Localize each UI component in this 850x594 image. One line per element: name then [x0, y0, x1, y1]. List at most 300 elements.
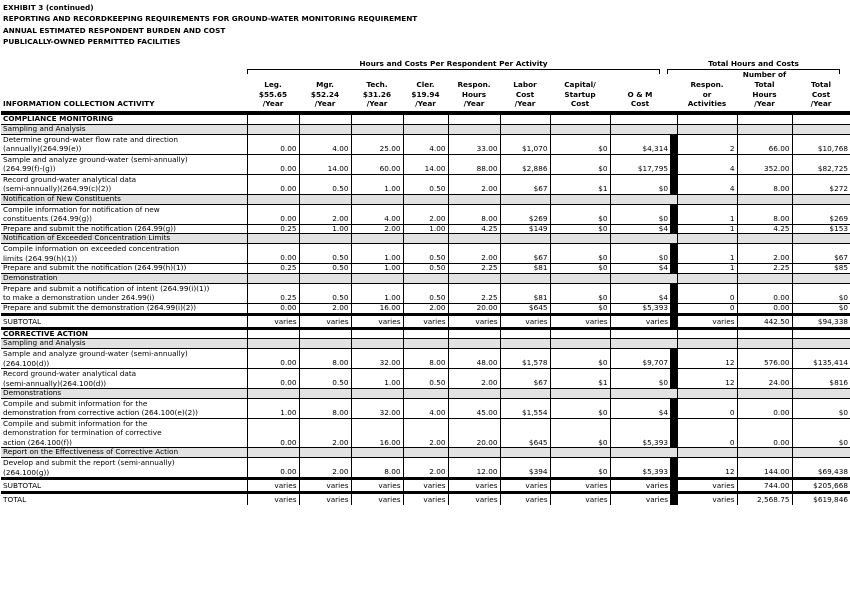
- table-cell: [247, 234, 299, 244]
- table-cell: 4.00: [299, 134, 351, 154]
- table-cell: varies: [448, 493, 500, 506]
- table-cell: $0: [550, 264, 610, 274]
- table-cell: $81: [500, 283, 550, 303]
- table-cell: $135,414: [792, 349, 850, 369]
- table-cell: $645: [500, 303, 550, 314]
- table-cell: 2: [677, 134, 737, 154]
- activity-row: [1, 174, 850, 194]
- table-cell: $0: [550, 154, 610, 174]
- table-cell: 1.00: [403, 224, 448, 234]
- table-cell: [500, 113, 550, 124]
- section-label: CORRECTIVE ACTION: [1, 328, 247, 339]
- table-cell: [550, 194, 610, 204]
- table-cell: varies: [299, 314, 351, 328]
- column-divider: [670, 124, 677, 134]
- table-cell: [677, 328, 737, 339]
- table-cell: [403, 113, 448, 124]
- table-cell: [500, 389, 550, 399]
- table-cell: $0: [792, 398, 850, 418]
- activity-row: [1, 244, 850, 264]
- table-cell: [500, 339, 550, 349]
- table-cell: 1: [677, 244, 737, 264]
- column-divider: [670, 458, 677, 479]
- subsection-label: Sampling and Analysis: [1, 339, 247, 349]
- subsection-label: Sampling and Analysis: [1, 124, 247, 134]
- table-cell: 0.50: [403, 174, 448, 194]
- activity-label-line: Determine ground-water flow rate and direction: [3, 134, 178, 144]
- table-cell: [351, 234, 403, 244]
- table-cell: varies: [550, 479, 610, 493]
- activity-row: [1, 458, 850, 479]
- section-label: COMPLIANCE MONITORING: [1, 113, 247, 124]
- activity-label-line: (semi-annually)(264.100(d)): [3, 378, 107, 388]
- table-cell: [351, 389, 403, 399]
- column-divider: [670, 493, 677, 506]
- column-divider: [670, 194, 677, 204]
- column-divider: [670, 224, 677, 234]
- activity-label: [1, 134, 247, 154]
- table-cell: varies: [677, 493, 737, 506]
- table-cell: [247, 448, 299, 458]
- table-cell: 2.00: [403, 458, 448, 479]
- table-cell: 0: [677, 283, 737, 303]
- table-cell: 2.00: [448, 244, 500, 264]
- table-cell: [610, 194, 670, 204]
- table-cell: $67: [792, 244, 850, 264]
- table-cell: varies: [299, 479, 351, 493]
- table-cell: 8.00: [737, 204, 792, 224]
- table-cell: $17,795: [610, 154, 670, 174]
- table-cell: $67: [500, 244, 550, 264]
- table-cell: varies: [550, 314, 610, 328]
- table-cell: $1,070: [500, 134, 550, 154]
- table-cell: [351, 194, 403, 204]
- table-cell: [448, 234, 500, 244]
- activity-row: [1, 134, 850, 154]
- table-cell: varies: [500, 479, 550, 493]
- table-cell: varies: [351, 314, 403, 328]
- activity-label: [1, 264, 247, 274]
- table-cell: $0: [792, 283, 850, 303]
- table-cell: $394: [500, 458, 550, 479]
- table-cell: varies: [610, 493, 670, 506]
- subsection-label: Notification of New Constituents: [1, 194, 247, 204]
- table-cell: 0.00: [247, 204, 299, 224]
- table-cell: $4,314: [610, 134, 670, 154]
- column-divider: [670, 244, 677, 264]
- activity-row: [1, 283, 850, 303]
- table-cell: 45.00: [448, 398, 500, 418]
- table-body: [1, 113, 850, 505]
- table-cell: 144.00: [737, 458, 792, 479]
- table-cell: [500, 448, 550, 458]
- table-cell: [247, 124, 299, 134]
- table-cell: 16.00: [351, 303, 403, 314]
- table-cell: [351, 273, 403, 283]
- table-cell: varies: [247, 314, 299, 328]
- table-cell: [299, 448, 351, 458]
- table-cell: [792, 234, 850, 244]
- activity-row: [1, 418, 850, 448]
- table-cell: 16.00: [351, 418, 403, 448]
- table-cell: varies: [403, 314, 448, 328]
- col-labor-cost: Labor Cost /Year: [513, 79, 537, 109]
- table-cell: $0: [550, 418, 610, 448]
- table-cell: [677, 273, 737, 283]
- section-header-row: [1, 113, 850, 124]
- table-cell: [448, 194, 500, 204]
- group-per-activity: Hours and Costs Per Respondent Per Activity: [359, 59, 548, 68]
- activity-label-line: Develop and submit the report (semi-annually): [3, 458, 175, 468]
- table-cell: 0.00: [737, 283, 792, 303]
- table-cell: 4.00: [403, 398, 448, 418]
- column-divider: [670, 448, 677, 458]
- activity-label-line: (264.100(d)): [3, 358, 50, 368]
- table-cell: [737, 234, 792, 244]
- activity-label-line: (semi-annually)(264.99(c)(2)): [3, 184, 112, 194]
- table-cell: 0.50: [299, 174, 351, 194]
- table-cell: 1: [677, 264, 737, 274]
- column-divider: [670, 204, 677, 224]
- section-header-row: [1, 328, 850, 339]
- table-cell: [299, 113, 351, 124]
- column-divider: [670, 174, 677, 194]
- activity-label-line: Record ground-water analytical data: [3, 369, 137, 379]
- col-gap: [670, 70, 677, 113]
- col-total-hours: Number of Total Hours /Year: [742, 70, 787, 109]
- table-cell: [677, 448, 737, 458]
- table-cell: 60.00: [351, 154, 403, 174]
- activity-label: [1, 458, 247, 479]
- column-divider: [670, 349, 677, 369]
- column-divider: [670, 369, 677, 389]
- table-cell: [500, 273, 550, 283]
- table-cell: 2.00: [299, 418, 351, 448]
- table-cell: $0: [550, 458, 610, 479]
- table-cell: 12: [677, 458, 737, 479]
- activity-label: [1, 369, 247, 389]
- table-cell: varies: [299, 493, 351, 506]
- table-cell: [247, 339, 299, 349]
- subsection-row: [1, 389, 850, 399]
- table-cell: [792, 389, 850, 399]
- subtotal-row: [1, 314, 850, 328]
- table-cell: varies: [610, 314, 670, 328]
- activity-row: [1, 369, 850, 389]
- table-cell: [737, 389, 792, 399]
- activity-row: [1, 398, 850, 418]
- table-cell: 4.25: [737, 224, 792, 234]
- table-cell: [677, 194, 737, 204]
- table-cell: [351, 448, 403, 458]
- table-cell: [299, 194, 351, 204]
- table-cell: [792, 124, 850, 134]
- table-cell: $0: [550, 283, 610, 303]
- table-cell: $0: [610, 174, 670, 194]
- table-cell: 20.00: [448, 418, 500, 448]
- table-cell: [247, 194, 299, 204]
- table-cell: [351, 328, 403, 339]
- activity-label: [1, 204, 247, 224]
- activity-label-line: Compile information for notification of new: [3, 204, 160, 214]
- table-cell: [792, 194, 850, 204]
- col-respondents: Respon. or Activities: [687, 79, 727, 109]
- activity-label-line: to make a demonstration under 264.99(i): [3, 293, 155, 303]
- table-cell: varies: [403, 493, 448, 506]
- table-cell: $81: [500, 264, 550, 274]
- column-divider: [670, 389, 677, 399]
- table-cell: [299, 124, 351, 134]
- column-divider: [670, 234, 677, 244]
- table-cell: $67: [500, 369, 550, 389]
- table-cell: 4.00: [351, 204, 403, 224]
- table-cell: 0.00: [247, 418, 299, 448]
- table-cell: [792, 339, 850, 349]
- table-cell: [500, 328, 550, 339]
- table-cell: 0.00: [247, 369, 299, 389]
- table-cell: 1.00: [351, 283, 403, 303]
- table-cell: varies: [403, 479, 448, 493]
- table-cell: 0.50: [403, 369, 448, 389]
- col-activity: INFORMATION COLLECTION ACTIVITY: [3, 99, 155, 109]
- activity-row: [1, 349, 850, 369]
- table-cell: [792, 113, 850, 124]
- table-cell: $0: [792, 418, 850, 448]
- subsection-label: Report on the Effectiveness of Corrective Action: [1, 448, 247, 458]
- table-cell: $816: [792, 369, 850, 389]
- table-cell: $85: [792, 264, 850, 274]
- table-cell: 66.00: [737, 134, 792, 154]
- table-cell: [610, 448, 670, 458]
- activity-label-line: Record ground-water analytical data: [3, 174, 137, 184]
- table-cell: [550, 113, 610, 124]
- table-cell: [737, 113, 792, 124]
- table-cell: $269: [792, 204, 850, 224]
- column-divider: [670, 328, 677, 339]
- table-cell: 2.00: [299, 204, 351, 224]
- table-cell: 576.00: [737, 349, 792, 369]
- table-cell: varies: [247, 493, 299, 506]
- activity-label-line: limits (264.99(h)(1)): [3, 253, 78, 263]
- activity-label-line: Prepare and submit a notification of intent (264.99(i)(1)): [3, 283, 210, 293]
- table-cell: $0: [792, 303, 850, 314]
- facility-type: PUBLICALLY-OWNED PERMITTED FACILITIES: [3, 36, 181, 46]
- table-cell: 2.00: [448, 174, 500, 194]
- activity-label: [1, 283, 247, 303]
- table-cell: [448, 124, 500, 134]
- col-cler: Cler. $19.94 /Year: [411, 79, 440, 109]
- group-totals: Total Hours and Costs: [708, 59, 799, 68]
- table-cell: 0.00: [247, 134, 299, 154]
- table-cell: [247, 113, 299, 124]
- activity-label-line: action (264.100(f)): [3, 437, 72, 447]
- table-cell: $0: [550, 303, 610, 314]
- table-cell: 352.00: [737, 154, 792, 174]
- table-cell: [403, 124, 448, 134]
- col-total-cost: Total Cost /Year: [810, 79, 832, 109]
- table-cell: 0.50: [299, 283, 351, 303]
- column-divider: [670, 264, 677, 274]
- subsection-label: Demonstration: [1, 273, 247, 283]
- table-cell: 0.25: [247, 264, 299, 274]
- report-title: REPORTING AND RECORDKEEPING REQUIREMENTS FOR GROUND-WATER MONITORING REQUIREMENT: [3, 14, 418, 24]
- table-cell: [677, 234, 737, 244]
- table-cell: 8.00: [299, 398, 351, 418]
- table-cell: [299, 339, 351, 349]
- table-cell: [550, 389, 610, 399]
- table-cell: 1: [677, 224, 737, 234]
- table-cell: $69,438: [792, 458, 850, 479]
- column-divider: [670, 113, 677, 124]
- total-label: TOTAL: [1, 493, 247, 506]
- subsection-label: Notification of Exceeded Concentration Limits: [1, 234, 247, 244]
- table-cell: [610, 124, 670, 134]
- subtotal-label: SUBTOTAL: [1, 479, 247, 493]
- table-cell: [247, 389, 299, 399]
- table-cell: [403, 234, 448, 244]
- table-cell: $9,707: [610, 349, 670, 369]
- table-cell: $153: [792, 224, 850, 234]
- table-cell: [737, 124, 792, 134]
- table-cell: 8.00: [351, 458, 403, 479]
- subsection-label: Demonstrations: [1, 389, 247, 399]
- table-cell: $0: [610, 244, 670, 264]
- table-cell: varies: [677, 314, 737, 328]
- burden-table: [1, 70, 850, 505]
- table-cell: 1.00: [351, 174, 403, 194]
- table-cell: $0: [550, 349, 610, 369]
- table-cell: $10,768: [792, 134, 850, 154]
- table-cell: 0.50: [403, 283, 448, 303]
- table-cell: 0.25: [247, 283, 299, 303]
- table-cell: [737, 448, 792, 458]
- table-cell: [737, 194, 792, 204]
- table-cell: [448, 389, 500, 399]
- table-cell: [610, 113, 670, 124]
- table-cell: $149: [500, 224, 550, 234]
- table-cell: 442.50: [737, 314, 792, 328]
- table-cell: $0: [550, 224, 610, 234]
- column-divider: [670, 418, 677, 448]
- table-cell: $82,725: [792, 154, 850, 174]
- col-leg: Leg. $55.65 /Year: [258, 79, 288, 109]
- table-cell: $4: [610, 264, 670, 274]
- table-cell: [351, 339, 403, 349]
- table-cell: 24.00: [737, 369, 792, 389]
- activity-row: [1, 154, 850, 174]
- table-cell: [448, 448, 500, 458]
- col-respon-hours: Respon. Hours /Year: [457, 79, 491, 109]
- table-cell: [448, 339, 500, 349]
- activity-label-line: (264.99(f)-(g)): [3, 164, 56, 174]
- table-cell: 1.00: [351, 264, 403, 274]
- column-divider: [670, 134, 677, 154]
- activity-label: [1, 174, 247, 194]
- table-cell: [610, 328, 670, 339]
- col-om-cost: O & M Cost: [627, 89, 653, 109]
- activity-label: [1, 244, 247, 264]
- activity-row: [1, 303, 850, 314]
- table-cell: $1,578: [500, 349, 550, 369]
- table-cell: 8.00: [448, 204, 500, 224]
- table-cell: [500, 234, 550, 244]
- table-cell: [610, 234, 670, 244]
- table-cell: [550, 328, 610, 339]
- table-cell: $0: [550, 204, 610, 224]
- column-divider: [670, 303, 677, 314]
- subtotal-label: SUBTOTAL: [1, 314, 247, 328]
- activity-label-line: (annually)(264.99(e)): [3, 144, 82, 154]
- subsection-row: [1, 194, 850, 204]
- table-cell: [550, 124, 610, 134]
- table-cell: $0: [610, 369, 670, 389]
- table-cell: [351, 113, 403, 124]
- table-cell: [550, 448, 610, 458]
- table-cell: [299, 234, 351, 244]
- activity-label-line: constituents (264.99(g)): [3, 214, 92, 224]
- table-cell: [247, 273, 299, 283]
- col-capital-cost: Capital/ Startup Cost: [564, 79, 596, 109]
- activity-label: [1, 154, 247, 174]
- table-cell: [677, 389, 737, 399]
- subtotal-row: [1, 479, 850, 493]
- table-cell: 2.00: [351, 224, 403, 234]
- activity-label-line: (264.100(g)): [3, 467, 50, 477]
- table-cell: $5,393: [610, 418, 670, 448]
- table-cell: varies: [351, 493, 403, 506]
- table-cell: 1.00: [299, 224, 351, 234]
- table-cell: $5,393: [610, 303, 670, 314]
- activity-label-line: Prepare and submit the notification (264.99(g)): [3, 223, 176, 233]
- table-cell: 4: [677, 174, 737, 194]
- table-cell: 32.00: [351, 398, 403, 418]
- table-cell: varies: [247, 479, 299, 493]
- column-divider: [670, 273, 677, 283]
- table-cell: 2.25: [737, 264, 792, 274]
- table-cell: 2.25: [448, 264, 500, 274]
- table-cell: 2.25: [448, 283, 500, 303]
- table-cell: varies: [500, 493, 550, 506]
- activity-label-line: demonstration for termination of corrective: [3, 428, 162, 438]
- table-cell: [737, 339, 792, 349]
- activity-label: [1, 303, 247, 314]
- table-cell: 0.00: [247, 458, 299, 479]
- table-cell: 1.00: [351, 244, 403, 264]
- table-cell: 32.00: [351, 349, 403, 369]
- table-cell: [448, 113, 500, 124]
- table-cell: 1: [677, 204, 737, 224]
- table-cell: 0.50: [299, 264, 351, 274]
- table-cell: 2,568.75: [737, 493, 792, 506]
- table-cell: $94,338: [792, 314, 850, 328]
- table-cell: 12: [677, 349, 737, 369]
- table-cell: 2.00: [403, 418, 448, 448]
- subsection-row: [1, 339, 850, 349]
- subsection-row: [1, 124, 850, 134]
- table-cell: [403, 389, 448, 399]
- table-cell: varies: [550, 493, 610, 506]
- table-cell: 12.00: [448, 458, 500, 479]
- table-cell: 0: [677, 398, 737, 418]
- table-cell: 0.00: [247, 174, 299, 194]
- table-cell: [500, 194, 550, 204]
- table-cell: $0: [610, 204, 670, 224]
- table-cell: varies: [448, 314, 500, 328]
- table-cell: varies: [677, 479, 737, 493]
- table-cell: 48.00: [448, 349, 500, 369]
- table-cell: $205,668: [792, 479, 850, 493]
- table-cell: 0.25: [247, 224, 299, 234]
